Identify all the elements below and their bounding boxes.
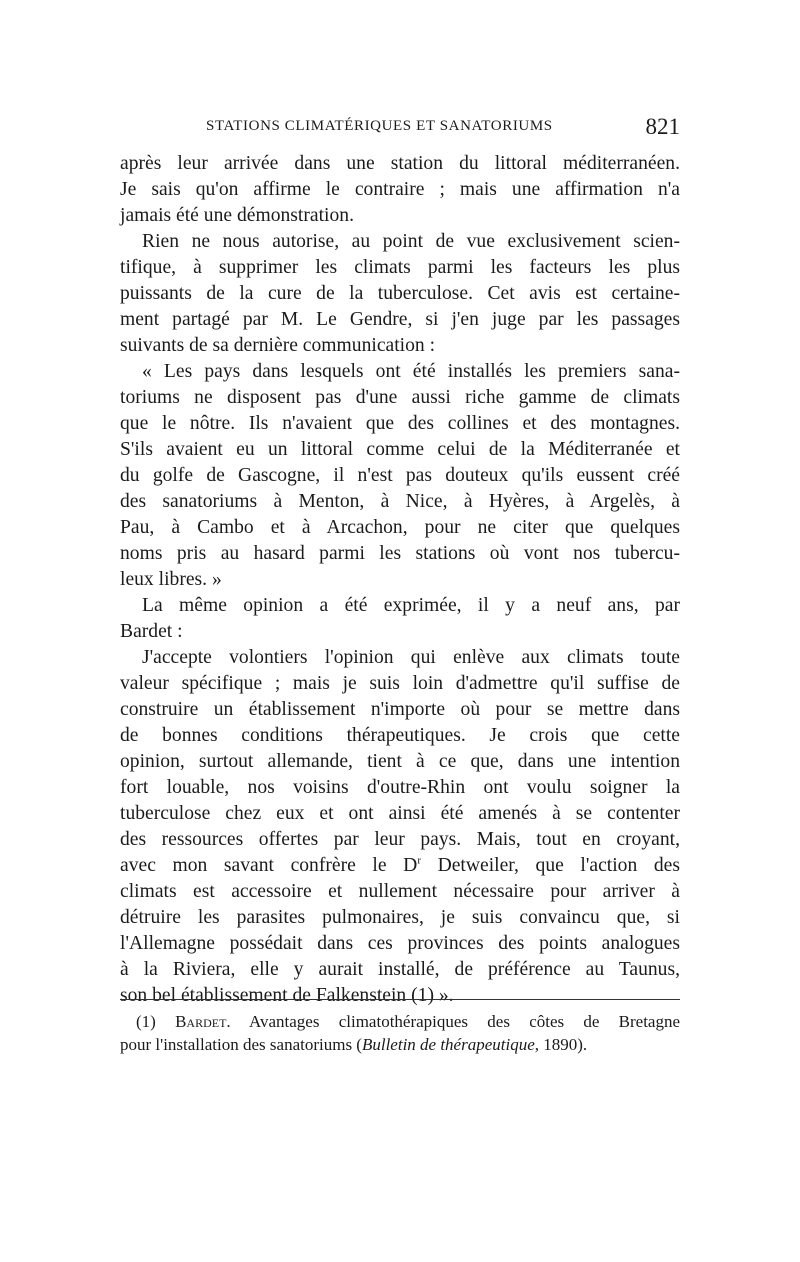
text-line: des sanatoriums à Menton, à Nice, à Hyères, à Argelès, à: [120, 491, 680, 512]
text-line: « Les pays dans lesquels ont été installés les premiers sana-: [142, 361, 680, 382]
text-line: Pau, à Cambo et à Arcachon, pour ne citer que quelques: [120, 517, 680, 538]
text-line: tifique, à supprimer les climats parmi les facteurs les plus: [120, 257, 680, 278]
footnote-author: Bardet: [175, 1012, 227, 1031]
text-line: toriums ne disposent pas d'une aussi riche gamme de climats: [120, 387, 680, 408]
footnote-rule: [120, 999, 680, 1000]
body-text: [120, 151, 680, 1009]
text-line: tuberculose chez eux et ont ainsi été amenés à se contenter: [120, 803, 680, 824]
text-line: J'accepte volontiers l'opinion qui enlève aux climats toute: [142, 647, 680, 668]
text-line: de bonnes conditions thérapeutiques. Je crois que cette: [120, 725, 680, 746]
text-line: que le nôtre. Ils n'avaient que des collines et des montagnes.: [120, 413, 680, 434]
text-line: S'ils avaient eu un littoral comme celui de la Méditerranée et: [120, 439, 680, 460]
running-head: [120, 114, 680, 142]
text-line: valeur spécifique ; mais je suis loin d'admettre qu'il suffise de: [120, 673, 680, 694]
text-line: détruire les parasites pulmonaires, je suis convaincu que, si: [120, 907, 680, 928]
paragraph-4: [120, 593, 680, 645]
text-line: du golfe de Gascogne, il n'est pas douteux qu'ils eussent créé: [120, 465, 680, 486]
text-line: l'Allemagne possédait dans ces provinces des points analogues: [120, 933, 680, 954]
text-line: noms pris au hasard parmi les stations où vont nos tubercu-: [120, 543, 680, 564]
superscript: r: [417, 854, 421, 867]
paragraph-1: [120, 151, 680, 229]
text-line: construire un établissement n'importe où pour se mettre dans: [120, 699, 680, 720]
footnote: [120, 1010, 680, 1056]
text-line: climats est accessoire et nullement nécessaire pour arriver à: [120, 881, 680, 902]
text-line: ment partagé par M. Le Gendre, si j'en juge par les passages: [120, 309, 680, 330]
text-segment: Detweiler, que l'action des: [420, 855, 680, 876]
running-title: STATIONS CLIMATÉRIQUES ET SANATORIUMS: [206, 118, 553, 134]
footnote-journal: Bulletin de thérapeutique: [361, 1035, 535, 1054]
footnote-text: . Avantages climatothérapiques des côtes de Bretagne: [226, 1012, 681, 1031]
text-segment: avec mon savant confrère le D: [120, 855, 418, 876]
text-line: jamais été une démonstration.: [120, 205, 354, 226]
footnote-text: , 1890).: [534, 1035, 588, 1054]
text-line: à la Riviera, elle y aurait installé, de préférence au Taunus,: [120, 959, 680, 980]
text-line: Je sais qu'on affirme le contraire ; mais une affirmation n'a: [120, 179, 680, 200]
text-line: La même opinion a été exprimée, il y a neuf ans, par: [142, 595, 680, 616]
text-line: puissants de la cure de la tuberculose. Cet avis est certaine-: [120, 283, 680, 304]
text-line: Bardet :: [120, 621, 183, 642]
text-line: après leur arrivée dans une station du littoral méditerranéen.: [120, 153, 680, 174]
text-line: des ressources offertes par leur pays. Mais, tout en croyant,: [120, 829, 680, 850]
page-number: 821: [645, 114, 680, 139]
text-line: Rien ne nous autorise, au point de vue exclusivement scien-: [142, 231, 680, 252]
quotation-paragraph: [120, 359, 680, 593]
paragraph-2: [120, 229, 680, 359]
text-line: fort louable, nos voisins d'outre-Rhin ont voulu soigner la: [120, 777, 680, 798]
text-line: opinion, surtout allemande, tient à ce que, dans une intention: [120, 751, 680, 772]
footnote-marker: (1): [136, 1012, 176, 1031]
text-line: leux libres. »: [120, 569, 222, 590]
footnote-line: [120, 1033, 680, 1056]
footnote-line: [120, 1010, 680, 1033]
bardet-quotation: [120, 645, 680, 1009]
text-line: son bel établissement de Falkenstein (1) ».: [120, 985, 454, 1006]
text-line: suivants de sa dernière communication :: [120, 335, 436, 356]
text-line: [120, 853, 680, 879]
footnote-text: pour l'installation des sanatoriums (: [120, 1035, 362, 1054]
